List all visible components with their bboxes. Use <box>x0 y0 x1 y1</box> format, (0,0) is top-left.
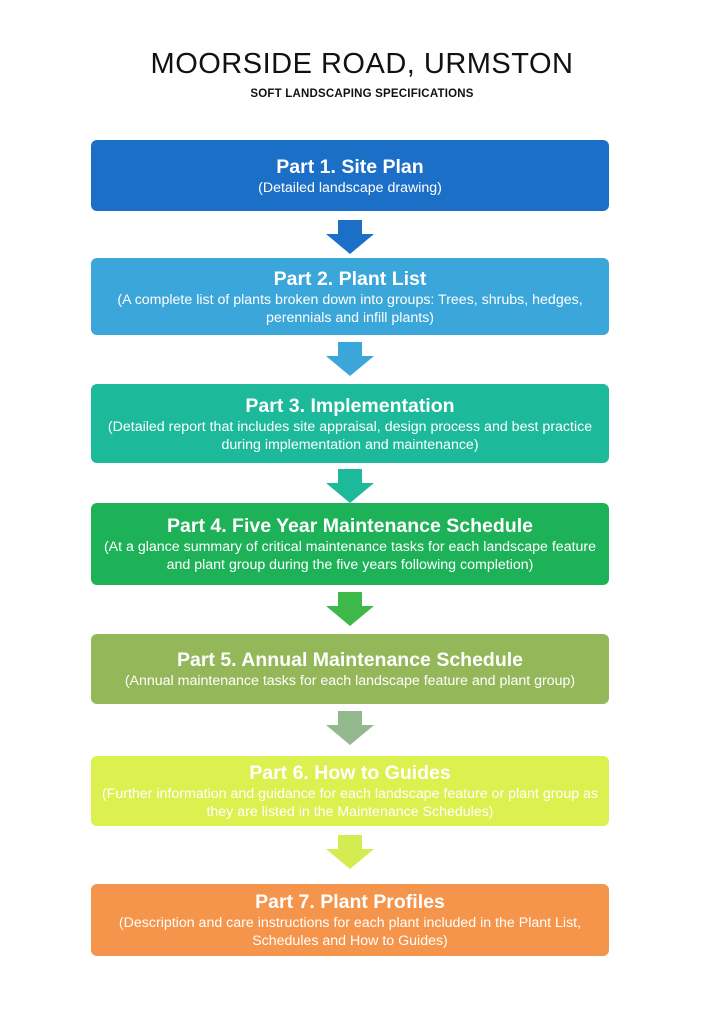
step-implementation <box>91 384 609 463</box>
down-arrow-icon <box>325 220 375 254</box>
arrow-shape <box>326 220 374 254</box>
step-description: (Detailed landscape drawing) <box>258 179 442 196</box>
arrow-shape <box>326 342 374 376</box>
arrow-shape <box>326 835 374 869</box>
step-how-to-guides <box>91 756 609 826</box>
arrow-shape <box>326 711 374 745</box>
step-heading: Part 1. Site Plan <box>276 155 424 178</box>
step-description: (Further information and guidance for each landscape feature or plant group as they are listed in the Maintenance Schedules) <box>101 786 599 820</box>
step-description: (A complete list of plants broken down into groups: Trees, shrubs, hedges, perennials and infill plants) <box>117 291 583 326</box>
step-plant-profiles <box>91 884 609 956</box>
page-subtitle: SOFT LANDSCAPING SPECIFICATIONS <box>250 88 474 100</box>
arrow-shape <box>326 469 374 503</box>
step-heading: Part 4. Five Year Maintenance Schedule <box>167 515 533 537</box>
page-title: MOORSIDE ROAD, URMSTON <box>150 48 574 80</box>
step-heading: Part 7. Plant Profiles <box>255 891 445 913</box>
step-site-plan <box>91 140 609 211</box>
step-heading: Part 5. Annual Maintenance Schedule <box>176 649 524 671</box>
step-heading: Part 6. How to Guides <box>249 762 451 784</box>
step-description: (Annual maintenance tasks for each landscape feature and plant group) <box>124 673 576 689</box>
step-description: (Description and care instructions for each plant included in the Plant List, Schedules and How to Guides) <box>118 915 582 949</box>
step-annual-maintenance <box>91 634 609 704</box>
arrow-shape <box>326 592 374 626</box>
step-five-year-maintenance <box>91 503 609 585</box>
down-arrow-icon <box>325 711 375 745</box>
step-heading: Part 2. Plant List <box>273 267 427 290</box>
step-description: (Detailed report that includes site appraisal, design process and best practice during implementation and maintenance) <box>107 418 593 453</box>
down-arrow-icon <box>325 592 375 626</box>
step-heading: Part 3. Implementation <box>245 394 455 417</box>
down-arrow-icon <box>325 469 375 503</box>
down-arrow-icon <box>325 835 375 869</box>
step-plant-list <box>91 258 609 335</box>
step-description: (At a glance summary of critical maintenance tasks for each landscape feature and plant group during the five years following completion) <box>103 539 597 573</box>
down-arrow-icon <box>325 342 375 376</box>
